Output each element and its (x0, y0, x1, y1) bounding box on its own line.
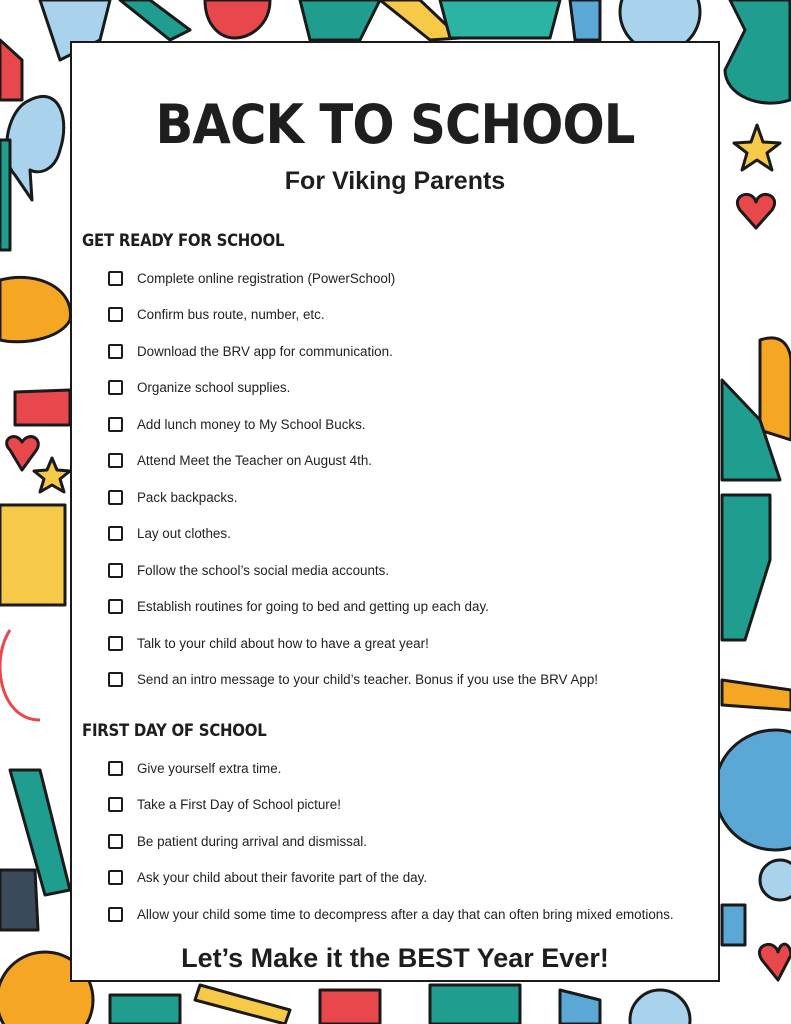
checkbox[interactable] (108, 870, 123, 885)
item-label: Talk to your child about how to have a great year! (137, 635, 429, 651)
speech-bubble-icon (7, 96, 64, 200)
list-item (108, 793, 341, 817)
checkbox[interactable] (108, 490, 123, 505)
list-item (108, 449, 372, 473)
footer-slogan: Let’s Make it the BEST Year Ever! (181, 943, 609, 973)
pencil-icon (0, 40, 22, 100)
checkbox[interactable] (108, 599, 123, 614)
item-label: Lay out clothes. (137, 526, 231, 541)
item-label: Organize school supplies. (137, 380, 291, 395)
calculator-icon (430, 985, 520, 1024)
list-item (108, 595, 489, 619)
item-label: Be patient during arrival and dismissal. (137, 833, 367, 849)
ruler-icon (320, 990, 380, 1024)
checkbox[interactable] (108, 453, 123, 468)
list-item (108, 485, 237, 509)
pen-icon (560, 990, 600, 1024)
checkbox[interactable] (108, 344, 123, 359)
checkbox[interactable] (108, 907, 123, 922)
item-label: Allow your child some time to decompress after a day that can often bring mixed emotions. (137, 906, 674, 922)
calculator-icon (0, 505, 65, 605)
checkbox[interactable] (108, 636, 123, 651)
item-label: Attend Meet the Teacher on August 4th. (137, 453, 372, 468)
globe-icon (630, 990, 690, 1024)
list-item (108, 756, 281, 780)
list-item (108, 412, 366, 436)
section-heading-first-day: FIRST DAY OF SCHOOL (82, 721, 267, 741)
apple-icon (205, 0, 270, 38)
checkbox[interactable] (108, 307, 123, 322)
heart-icon (7, 437, 39, 470)
item-label: Give yourself extra time. (137, 760, 282, 776)
section-heading-get-ready: GET READY FOR SCHOOL (82, 231, 285, 251)
checklist-card (70, 41, 720, 982)
pencil-icon (120, 0, 190, 40)
list-item (108, 266, 395, 290)
item-label: Establish routines for going to bed and getting up each day. (137, 599, 489, 614)
list-item (108, 902, 674, 926)
checkbox[interactable] (108, 380, 123, 395)
list-item (108, 631, 429, 655)
ruler-icon (300, 0, 380, 40)
list-item (108, 303, 325, 327)
marker-icon (15, 390, 70, 425)
list-item (108, 522, 231, 546)
page-subtitle: For Viking Parents (284, 167, 506, 195)
checkbox[interactable] (108, 672, 123, 687)
item-label: Follow the school’s social media accounts. (137, 562, 390, 578)
item-label: Ask your child about their favorite part of the day. (137, 870, 428, 885)
item-label: Add lunch money to My School Bucks. (137, 416, 366, 432)
marker-icon (722, 905, 745, 945)
globe-icon (715, 730, 791, 850)
list-item (108, 376, 290, 400)
bag-icon (440, 0, 560, 38)
heart-icon (737, 194, 774, 228)
checkbox[interactable] (108, 417, 123, 432)
pen-icon (570, 0, 600, 40)
heart-icon (759, 944, 791, 980)
bag-icon (110, 995, 180, 1024)
checkbox[interactable] (108, 526, 123, 541)
backpack-icon (760, 338, 791, 440)
ball-icon (760, 860, 791, 900)
pencil-icon (195, 985, 290, 1024)
checkbox[interactable] (108, 761, 123, 776)
item-label: Confirm bus route, number, etc. (137, 307, 325, 322)
list-item (108, 829, 367, 853)
flask-icon (722, 495, 770, 640)
item-label: Complete online registration (PowerSchool) (137, 270, 396, 286)
football-icon (0, 277, 70, 341)
star-icon (734, 125, 780, 170)
flask-icon (725, 0, 790, 103)
stethoscope-icon (0, 630, 40, 720)
list-item (108, 866, 427, 890)
checkbox[interactable] (108, 563, 123, 578)
list-item (108, 558, 389, 582)
item-label: Take a First Day of School picture! (137, 797, 341, 812)
checkbox[interactable] (108, 271, 123, 286)
ruler-icon (0, 140, 10, 250)
pencil-icon (722, 680, 791, 710)
checkbox[interactable] (108, 834, 123, 849)
item-label: Pack backpacks. (137, 489, 238, 505)
list-item (108, 668, 598, 692)
star-icon (34, 458, 70, 492)
list-item (108, 339, 393, 363)
checkbox[interactable] (108, 797, 123, 812)
bag-icon (0, 870, 38, 930)
page-title: BACK TO SCHOOL (155, 93, 635, 156)
item-label: Send an intro message to your child’s teacher. Bonus if you use the BRV App! (137, 672, 599, 687)
item-label: Download the BRV app for communication. (137, 343, 393, 359)
